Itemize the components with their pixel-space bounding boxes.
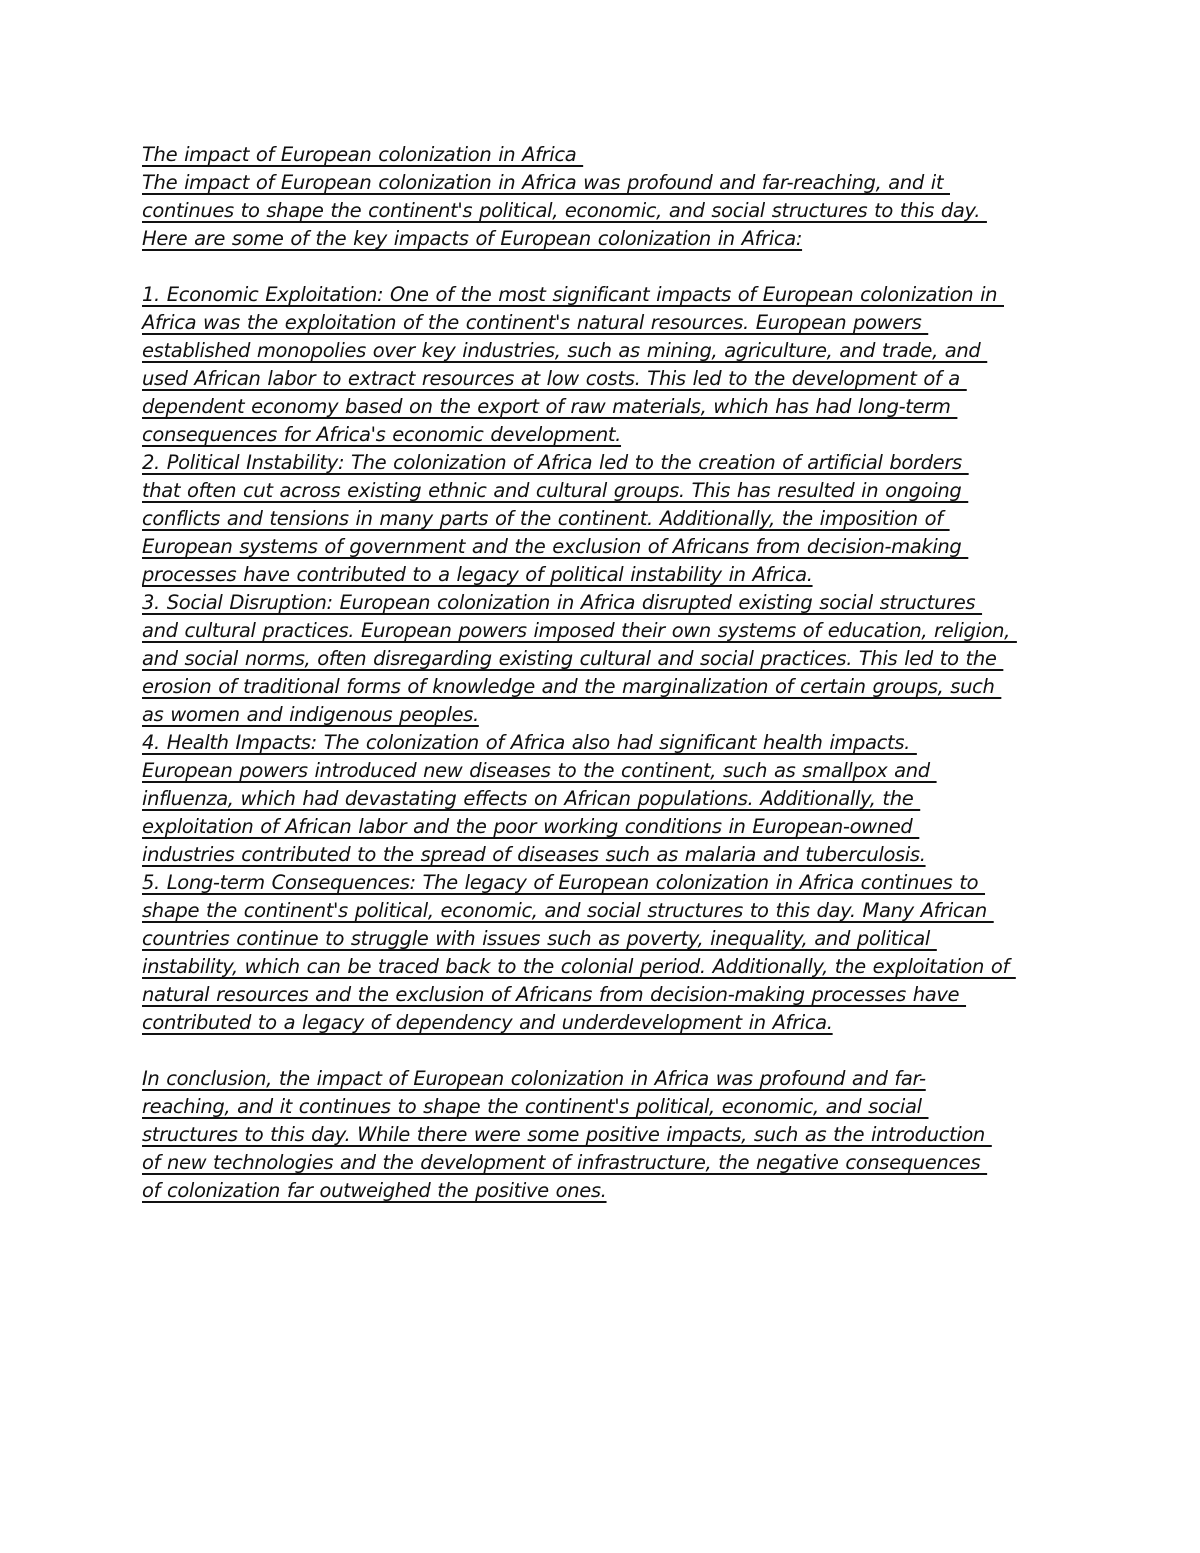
text-line: countries continue to struggle with issues such as poverty, inequality, and political (142, 927, 937, 950)
document-body (142, 141, 1082, 1205)
text-line: contributed to a legacy of dependency and underdevelopment in Africa. (142, 1011, 833, 1034)
text-line: The impact of European colonization in Africa was profound and far-reaching, and it (142, 171, 950, 194)
text-line: 3. Social Disruption: European colonization in Africa disrupted existing social structures (142, 591, 983, 614)
text-line: of colonization far outweighed the positive ones. (142, 1179, 607, 1202)
text-line: 4. Health Impacts: The colonization of Africa also had significant health impacts. (142, 731, 917, 754)
text-line: European powers introduced new diseases to the continent, such as smallpox and (142, 759, 937, 782)
text-line: reaching, and it continues to shape the continent's political, economic, and social (142, 1095, 929, 1118)
text-line: conflicts and tensions in many parts of the continent. Additionally, the imposition of (142, 507, 950, 530)
text-line: 1. Economic Exploitation: One of the most significant impacts of European colonization in (142, 283, 1004, 306)
blank-line (142, 1037, 1082, 1065)
text-line: and cultural practices. European powers imposed their own systems of education, religion, (142, 619, 1017, 642)
text-line: In conclusion, the impact of European colonization in Africa was profound and far- (142, 1067, 926, 1090)
text-line: natural resources and the exclusion of Africans from decision-making processes have (142, 983, 967, 1006)
text-line: used African labor to extract resources at low costs. This led to the development of a (142, 367, 967, 390)
text-line: and social norms, often disregarding existing cultural and social practices. This led to the (142, 647, 1004, 670)
text-line: consequences for Africa's economic development. (142, 423, 622, 446)
text-line: exploitation of African labor and the poor working conditions in European-owned (142, 815, 920, 838)
text-line: of new technologies and the development of infrastructure, the negative consequences (142, 1151, 988, 1174)
text-line: 5. Long-term Consequences: The legacy of European colonization in Africa continues to (142, 871, 986, 894)
text-line: shape the continent's political, economic, and social structures to this day. Many African (142, 899, 994, 922)
blank-line (142, 253, 1082, 281)
document-title-line: The impact of European colonization in Africa (142, 143, 584, 166)
text-line: 2. Political Instability: The colonization of Africa led to the creation of artificial borders (142, 451, 969, 474)
text-line: as women and indigenous peoples. (142, 703, 479, 726)
text-line: industries contributed to the spread of diseases such as malaria and tuberculosis. (142, 843, 926, 866)
text-line: erosion of traditional forms of knowledge and the marginalization of certain groups, such (142, 675, 1002, 698)
text-line: that often cut across existing ethnic and cultural groups. This has resulted in ongoing (142, 479, 969, 502)
text-line: structures to this day. While there were some positive impacts, such as the introduction (142, 1123, 992, 1146)
text-line: European systems of government and the exclusion of Africans from decision-making (142, 535, 969, 558)
text-line: processes have contributed to a legacy of political instability in Africa. (142, 563, 813, 586)
text-line: dependent economy based on the export of raw materials, which has had long-term (142, 395, 958, 418)
text-line: continues to shape the continent's political, economic, and social structures to this day. (142, 199, 987, 222)
text-line: influenza, which had devastating effects on African populations. Additionally, the (142, 787, 921, 810)
text-line: Here are some of the key impacts of European colonization in Africa: (142, 227, 803, 250)
text-line: Africa was the exploitation of the continent's natural resources. European powers (142, 311, 929, 334)
text-line: established monopolies over key industries, such as mining, agriculture, and trade, and (142, 339, 988, 362)
text-line: instability, which can be traced back to the colonial period. Additionally, the exploitation of (142, 955, 1016, 978)
